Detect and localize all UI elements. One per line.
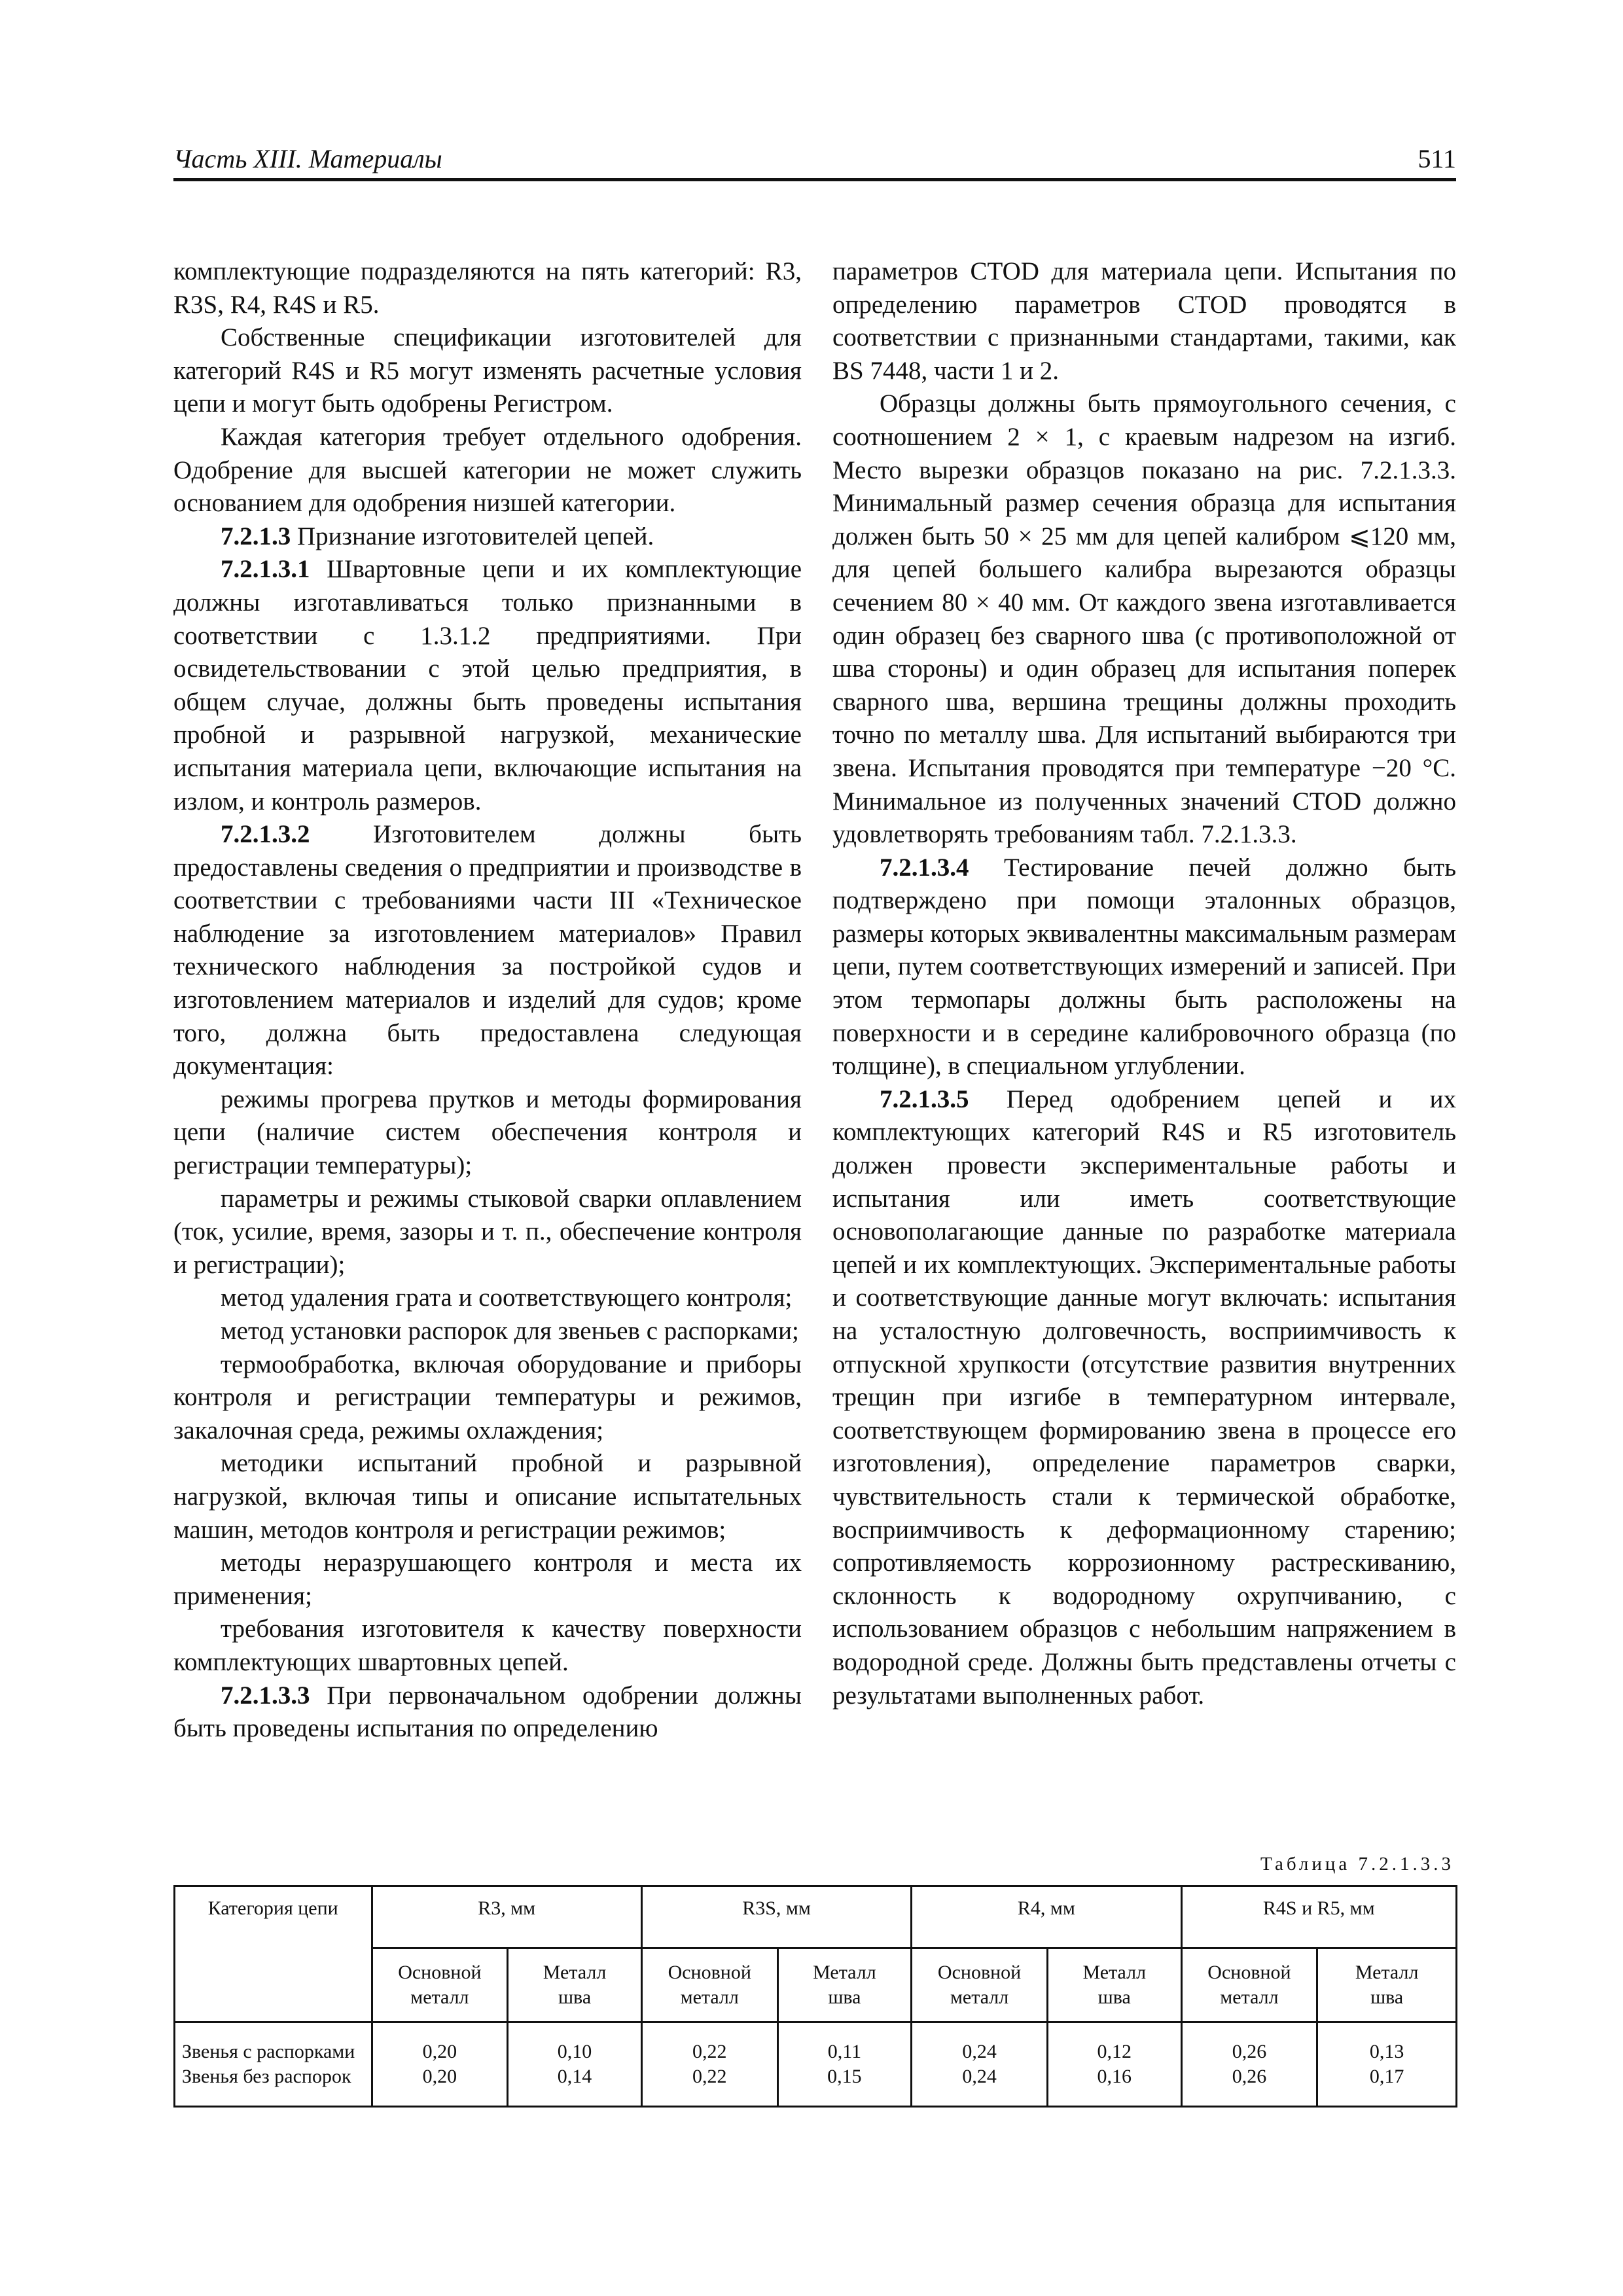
table-cell: 0,20 0,20	[372, 2022, 508, 2107]
paragraph: Образцы должны быть прямоугольного сечения, с соотношением 2 × 1, с краевым надрезом на изгиб. Место вырезки образцов показано на рис. 7.2.1.3.3. Минимальный размер сечения образца для испытания должен быть 50 × 25 мм для цепей калибром ⩽120 мм, для цепей большего калибра вырезаются образцы сечением 80 × 40 мм. От каждого звена изготавливается один образец без сварного шва (с противоположной от шва стороны) и один образец для испытания поперек сварного шва, вершина трещины должны проходить точно по металлу шва. Для испытаний выбираются три звена. Испытания проводятся при температуре −20 °С. Минимальное из полученных значений CTOD должно удовлетворять требованиям табл. 7.2.1.3.3.	[832, 389, 1456, 849]
group-header: R4, мм	[912, 1886, 1181, 1948]
paragraph: Собственные спецификации изготовителей для категорий R4S и R5 могут изменять расчетные условия цепи и могут быть одобрены Регистром.	[173, 323, 802, 418]
section-number: 7.2.1.3.1	[221, 555, 310, 584]
table-cell: 0,10 0,14	[508, 2022, 642, 2107]
subheader-weld-metal: Металл шва	[508, 1948, 642, 2022]
list-item: метод удаления грата и соответствующего контроля;	[221, 1283, 793, 1312]
group-header: R4S и R5, мм	[1181, 1886, 1456, 1948]
table-cell: 0,24 0,24	[912, 2022, 1048, 2107]
paragraph	[173, 818, 802, 1083]
list-item: требования изготовителя к качеству поверхности комплектующих швартовных цепей.	[173, 1615, 802, 1676]
list-item: метод установки распорок для звеньев с распорками;	[221, 1317, 799, 1345]
section-text: Тестирование печей должно быть подтверждено при помощи эталонных образцов, размеры которых эквивалентны максимальным размерам цепи, путем соответствующих измерений и записей. При этом термопары должны быть расположены на поверхности и в середине калибровочного образца (по толщине), в специальном углублении.	[832, 853, 1456, 1081]
ctod-table	[173, 1885, 1457, 2108]
paragraph	[173, 1679, 802, 1746]
paragraph	[832, 852, 1456, 1083]
section-number: 7.2.1.3.2	[221, 820, 310, 849]
group-header: R3S, мм	[641, 1886, 911, 1948]
running-title: Часть XIII. Материалы	[173, 144, 442, 173]
subheader-base-metal: Основной металл	[372, 1948, 508, 2022]
table-corner-header: Категория цепи	[175, 1886, 372, 2022]
list-item: параметры и режимы стыковой сварки оплавлением (ток, усилие, время, зазоры и т. п., обеспечение контроля и регистрации);	[173, 1184, 802, 1279]
subheader-weld-metal: Металл шва	[1317, 1948, 1457, 2022]
subheader-base-metal: Основной металл	[912, 1948, 1048, 2022]
list-item: режимы прогрева прутков и методы формирования цепи (наличие систем обеспечения контроля и регистрации температуры);	[173, 1085, 802, 1180]
section-text: Признание изготовителей цепей.	[291, 522, 654, 550]
paragraph: комплектующие подразделяются на пять категорий: R3, R3S, R4, R4S и R5.	[173, 257, 802, 319]
table-caption: Таблица 7.2.1.3.3	[1260, 1854, 1454, 1874]
table-data-row	[175, 2022, 1457, 2107]
subheader-base-metal: Основной металл	[641, 1948, 777, 2022]
subheader-weld-metal: Металл шва	[777, 1948, 912, 2022]
list-item: методы неразрушающего контроля и места их применения;	[173, 1549, 802, 1610]
paragraph: Каждая категория требует отдельного одобрения. Одобрение для высшей категории не может служить основанием для одобрения низшей категории.	[173, 422, 802, 518]
paragraph	[173, 553, 802, 818]
paragraph	[832, 1083, 1456, 1712]
table-cell: 0,22 0,22	[641, 2022, 777, 2107]
section-heading	[173, 520, 802, 554]
section-number: 7.2.1.3	[221, 522, 291, 550]
section-text: Перед одобрением цепей и их комплектующих категорий R4S и R5 изготовитель должен провести экспериментальные работы и испытания или иметь соответствующие основополагающие данные по разработке материала цепей и их комплектующих. Экспериментальные работы и соответствующие данные могут включать: испытания на усталостную долговечность, восприимчивость к отпускной хрупкости (отсутствие развития внутренних трещин при изгибе в температурном интервале, соответствующем формированию звена в процессе его изготовления), определение параметров сварки, чувствительность стали к термической обработке, восприимчивость к деформационному старению; сопротивляемость коррозионному растрескиванию, склонность к водородному охрупчиванию, с использованием образцов с небольшим напряжением в водородной среде. Должны быть представлены отчеты с результатами выполненных работ.	[832, 1085, 1456, 1710]
subheader-base-metal: Основной металл	[1181, 1948, 1317, 2022]
table-cell: 0,12 0,16	[1047, 2022, 1181, 2107]
page-header	[173, 137, 1456, 181]
table-cell: 0,13 0,17	[1317, 2022, 1457, 2107]
page-number: 511	[1418, 144, 1456, 173]
list-item: методики испытаний пробной и разрывной нагрузкой, включая типы и описание испытательных машин, методов контроля и регистрации режимов;	[173, 1449, 802, 1544]
section-number: 7.2.1.3.3	[221, 1681, 310, 1710]
section-text: При первоначальном одобрении должны быть проведены испытания по определению	[173, 1681, 802, 1743]
section-number: 7.2.1.3.4	[880, 853, 969, 882]
table-cell: 0,26 0,26	[1181, 2022, 1317, 2107]
section-text: Изготовителем должны быть предоставлены сведения о предприятии и производстве в соответствии с требованиями части III «Техническое наблюдение за изготовлением материалов» Правил технического наблюдения за постройкой судов и изготовлением материалов и изделий для судов; кроме того, должна быть предоставлена следующая документация:	[173, 820, 802, 1081]
group-header: R3, мм	[372, 1886, 641, 1948]
row-labels: Звенья с распорками Звенья без распорок	[175, 2022, 372, 2107]
table-cell: 0,11 0,15	[777, 2022, 912, 2107]
list-item: термообработка, включая оборудование и приборы контроля и регистрации температуры и режимов, закалочная среда, режимы охлаждения;	[173, 1350, 802, 1444]
table-header-row	[175, 1886, 1457, 1948]
left-column	[173, 255, 802, 1746]
section-number: 7.2.1.3.5	[880, 1085, 969, 1113]
section-text: Швартовные цепи и их комплектующие должны изготавливаться только признанными в соответствии с 1.3.1.2 предприятиями. При освидетельствовании с этой целью предприятия, в общем случае, должны быть проведены испытания пробной и разрывной нагрузкой, механические испытания материала цепи, включающие испытания на излом, и контроль размеров.	[173, 555, 802, 816]
subheader-weld-metal: Металл шва	[1047, 1948, 1181, 2022]
paragraph: параметров CTOD для материала цепи. Испытания по определению параметров CTOD проводятся в соответствии с признанными стандартами, такими, как BS 7448, части 1 и 2.	[832, 257, 1456, 385]
right-column	[832, 255, 1456, 1712]
